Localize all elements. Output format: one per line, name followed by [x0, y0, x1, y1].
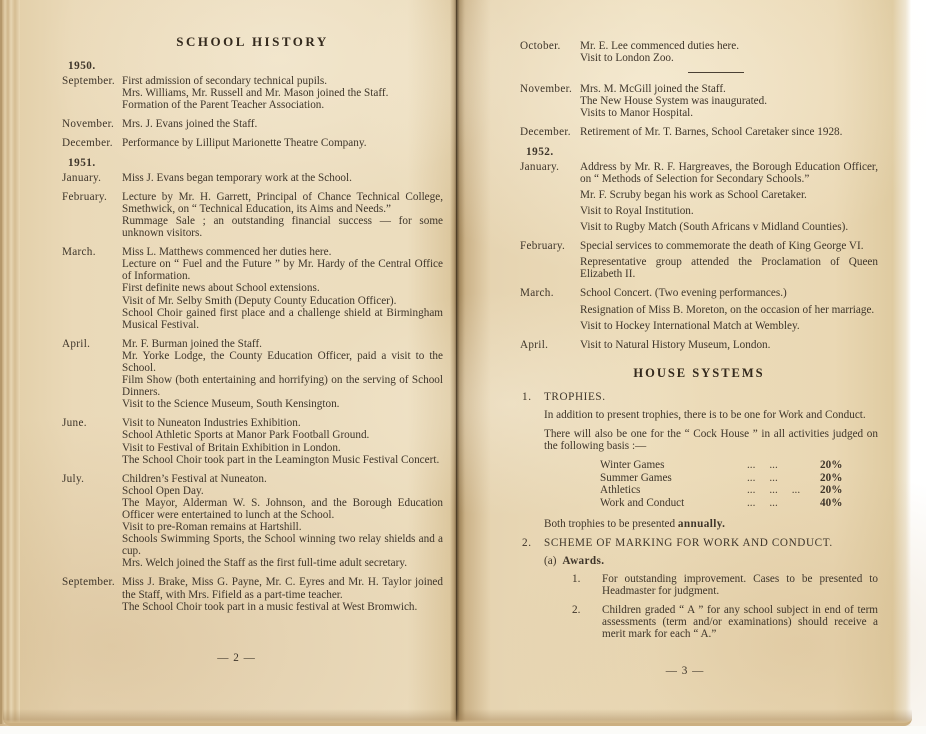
entry-lines: [122, 191, 443, 239]
entry-line: Visit to London Zoo.: [580, 52, 674, 65]
percentage-table: [600, 459, 862, 509]
paragraph: [544, 518, 878, 530]
entry-line: Visit to Natural History Museum, London.: [580, 338, 771, 351]
history-entry: [62, 417, 443, 465]
bold-text: annually.: [677, 517, 726, 530]
table-value: 40%: [820, 497, 843, 510]
section-heading: HOUSE SYSTEMS: [633, 365, 765, 380]
entry-lines: [580, 161, 878, 233]
numbered-item: [522, 391, 878, 403]
year-label: 1951.: [68, 156, 96, 169]
entry-line: Visit to the Science Museum, South Kensington.: [122, 398, 340, 411]
entry-line: Visit of Mr. Selby Smith (Deputy County Education Officer).: [122, 294, 397, 307]
sub-item-text: For outstanding improvement. Cases to be presented to Headmaster for judgment.: [602, 572, 878, 597]
sub-item-number: 1.: [572, 572, 581, 585]
dot-leaders: ... ... ...: [747, 484, 801, 497]
entry-lines: [580, 287, 878, 331]
right-page-content: [520, 40, 878, 640]
entry-date: March.: [62, 246, 96, 259]
page-stack-edge: [0, 0, 20, 724]
history-entry: [62, 75, 443, 111]
left-page-number: — 2 —: [217, 652, 256, 664]
entry-lines: [580, 339, 878, 351]
history-entry: [62, 576, 443, 612]
table-row: [600, 484, 862, 497]
entry-date: February.: [62, 190, 108, 203]
table-value: 20%: [820, 484, 843, 497]
right-page: [464, 0, 906, 720]
history-entry: [62, 172, 443, 184]
item-title: SCHEME OF MARKING FOR WORK AND CONDUCT.: [544, 536, 833, 549]
entry-line: The Mayor, Alderman W. S. Johnson, and the Borough Education Officer were entertained to lunch at the School.: [122, 496, 443, 521]
entry-line: First definite news about School extensions.: [122, 282, 320, 295]
entry-lines: [580, 126, 878, 138]
right-page-number: — 3 —: [665, 665, 705, 677]
entry-line: Visit to Festival of Britain Exhibition in London.: [122, 441, 341, 454]
entry-line: School Open Day.: [122, 484, 204, 497]
entry-line: Mrs. J. Evans joined the Staff.: [122, 118, 258, 131]
table-value: 20%: [820, 471, 843, 484]
entry-lines: [122, 172, 443, 184]
entry-line: Visit to Royal Institution.: [580, 204, 694, 217]
entry-date: February.: [520, 240, 566, 253]
sub-item-text: Children graded “ A ” for any school subject in end of term assessments (term and/or examinations) should receive a merit mark for each “ A.”: [602, 604, 878, 641]
entry-line: Miss J. Evans began temporary work at the School.: [122, 171, 352, 184]
entry-date: April.: [520, 338, 549, 351]
entry-lines: [122, 137, 443, 149]
entry-date: June.: [62, 417, 87, 430]
item-title: TROPHIES.: [544, 390, 606, 403]
history-entry: [62, 246, 443, 331]
history-entry: [520, 83, 878, 119]
entry-date: December.: [520, 126, 571, 139]
entry-line: Miss J. Brake, Miss G. Payne, Mr. C. Eyres and Mr. H. Taylor joined the Staff, with Mrs. Fifield as a part-time teacher.: [122, 576, 443, 601]
entry-lines: [122, 246, 443, 331]
entry-line: Rummage Sale ; an outstanding financial success — for some unknown visitors.: [122, 214, 443, 240]
item-title: Awards.: [562, 554, 605, 567]
entry-lines: [122, 417, 443, 465]
entry-line: Resignation of Miss B. Moreton, on the occasion of her marriage.: [580, 303, 875, 316]
entry-date: November.: [520, 83, 573, 96]
entry-line: The School Choir took part in the Leamington Music Festival Concert.: [122, 453, 440, 466]
entry-date: January.: [62, 171, 102, 184]
entry-date: April.: [62, 337, 91, 350]
entry-line: Miss L. Matthews commenced her duties here.: [122, 246, 332, 259]
entry-line: Special services to commemorate the death of King George VI.: [580, 240, 864, 253]
binding-gutter-crease: [450, 0, 464, 722]
history-entry: [520, 40, 878, 64]
entry-line: Mrs. Welch joined the Staff as the first full-time adult secretary.: [122, 557, 408, 570]
entry-line: Mr. F. Scruby began his work as School Caretaker.: [580, 188, 807, 201]
entry-date: November.: [62, 118, 115, 131]
table-label: Work and Conduct: [600, 497, 685, 510]
entry-lines: [580, 40, 878, 64]
left-page-content: [62, 60, 443, 613]
table-value: 20%: [820, 459, 843, 472]
text-segment: Both trophies to be presented: [544, 517, 678, 530]
entry-line: Performance by Lilliput Marionette Theatre Company.: [122, 137, 367, 150]
booklet-bottom-edge: [3, 709, 912, 726]
entry-lines: [580, 83, 878, 119]
entry-line: Film Show (both entertaining and horrifying) on the serving of School Dinners.: [122, 374, 443, 399]
entry-line: Visit to pre-Roman remains at Hartshill.: [122, 521, 302, 534]
entry-date: December.: [62, 137, 113, 150]
history-entry: [520, 161, 878, 233]
paragraph: In addition to present trophies, there is to be one for Work and Conduct.: [544, 408, 866, 421]
entry-line: Retirement of Mr. T. Barnes, School Caretaker since 1928.: [580, 126, 843, 139]
entry-lines: [122, 118, 443, 130]
sub-item-number: 2.: [572, 604, 581, 617]
entry-line: Visit to Rugby Match (South Africans v Midland Counties).: [580, 221, 849, 234]
dot-leaders: ... ...: [747, 497, 778, 510]
history-entry: [520, 240, 878, 280]
table-row: [600, 472, 862, 485]
entry-date: October.: [520, 40, 561, 52]
entry-date: March.: [520, 287, 554, 300]
entry-line: Schools Swimming Sports, the School winning two relay shields and a cup.: [122, 533, 443, 558]
entry-line: Lecture on “ Fuel and the Future ” by Mr. Hardy of the Central Office of Information.: [122, 258, 443, 283]
scanner-background: [0, 726, 926, 734]
history-entry: [62, 118, 443, 130]
entry-line: School Athletic Sports at Manor Park Football Ground.: [122, 429, 370, 442]
history-entry: [62, 338, 443, 411]
entry-lines: [122, 338, 443, 411]
dot-leaders: ... ...: [747, 471, 778, 484]
entry-line: Visit to Nuneaton Industries Exhibition.: [122, 417, 301, 430]
dot-leaders: ... ...: [747, 459, 778, 472]
entry-line: Visit to Hockey International Match at Wembley.: [580, 319, 800, 332]
entry-date: July.: [62, 472, 85, 485]
entry-line: Mr. E. Lee commenced duties here.: [580, 40, 740, 52]
left-page: [18, 0, 455, 720]
entry-line: First admission of secondary technical pupils.: [122, 75, 328, 88]
entry-line: Lecture by Mr. H. Garrett, Principal of Chance Technical College, Smethwick, on “ Technical Education, its Aims and Needs.”: [122, 190, 443, 215]
entry-lines: [122, 473, 443, 570]
lettered-item: [544, 555, 878, 567]
entry-line: Children’s Festival at Nuneaton.: [122, 472, 267, 485]
table-row: [600, 497, 862, 510]
year-label: 1952.: [526, 145, 554, 158]
history-entry: [62, 473, 443, 570]
paragraph: There will also be one for the “ Cock House ” in all activities judged on the following basis :—: [544, 428, 878, 453]
table-label: Summer Games: [600, 471, 672, 484]
history-entry: [62, 191, 443, 239]
entry-line: Address by Mr. R. F. Hargreaves, the Borough Education Officer, on “ Methods of Selection for Secondary Schools.”: [580, 160, 878, 185]
divider-rule: [688, 72, 744, 73]
item-number: 1.: [522, 390, 532, 403]
entry-line: Mrs. Williams, Mr. Russell and Mr. Mason joined the Staff.: [122, 87, 389, 100]
numbered-item: [522, 537, 878, 549]
item-number: 2.: [522, 536, 532, 549]
entry-line: The School Choir took part in a music festival at West Bromwich.: [122, 600, 418, 613]
sub-numbered-item: [572, 573, 878, 597]
sub-numbered-item: [572, 604, 878, 640]
entry-line: School Choir gained first place and a challenge shield at Birmingham Musical Festival.: [122, 306, 443, 331]
entry-line: Representative group attended the Proclamation of Queen Elizabeth II.: [580, 256, 878, 281]
entry-line: Visits to Manor Hospital.: [580, 107, 694, 120]
entry-line: Formation of the Parent Teacher Association.: [122, 99, 325, 112]
table-row: [600, 459, 862, 472]
history-entry: [520, 126, 878, 138]
entry-date: September.: [62, 576, 116, 589]
entry-lines: [122, 75, 443, 111]
history-entry: [520, 339, 878, 351]
entry-date: January.: [520, 160, 560, 173]
entry-line: Mrs. M. McGill joined the Staff.: [580, 83, 726, 96]
entry-lines: [122, 576, 443, 612]
table-label: Winter Games: [600, 459, 665, 472]
item-letter: (a): [544, 554, 557, 567]
history-entry: [520, 287, 878, 331]
entry-line: Mr. F. Burman joined the Staff.: [122, 337, 262, 350]
history-entry: [62, 137, 443, 149]
entry-line: Mr. Yorke Lodge, the County Education Officer, paid a visit to the School.: [122, 349, 443, 374]
entry-line: School Concert. (Two evening performances.): [580, 287, 787, 300]
entry-date: September.: [62, 75, 116, 88]
page-title: SCHOOL HISTORY: [176, 34, 329, 49]
entry-lines: [580, 240, 878, 280]
entry-line: The New House System was inaugurated.: [580, 95, 768, 108]
year-label: 1950.: [68, 60, 96, 72]
table-label: Athletics: [600, 484, 641, 497]
